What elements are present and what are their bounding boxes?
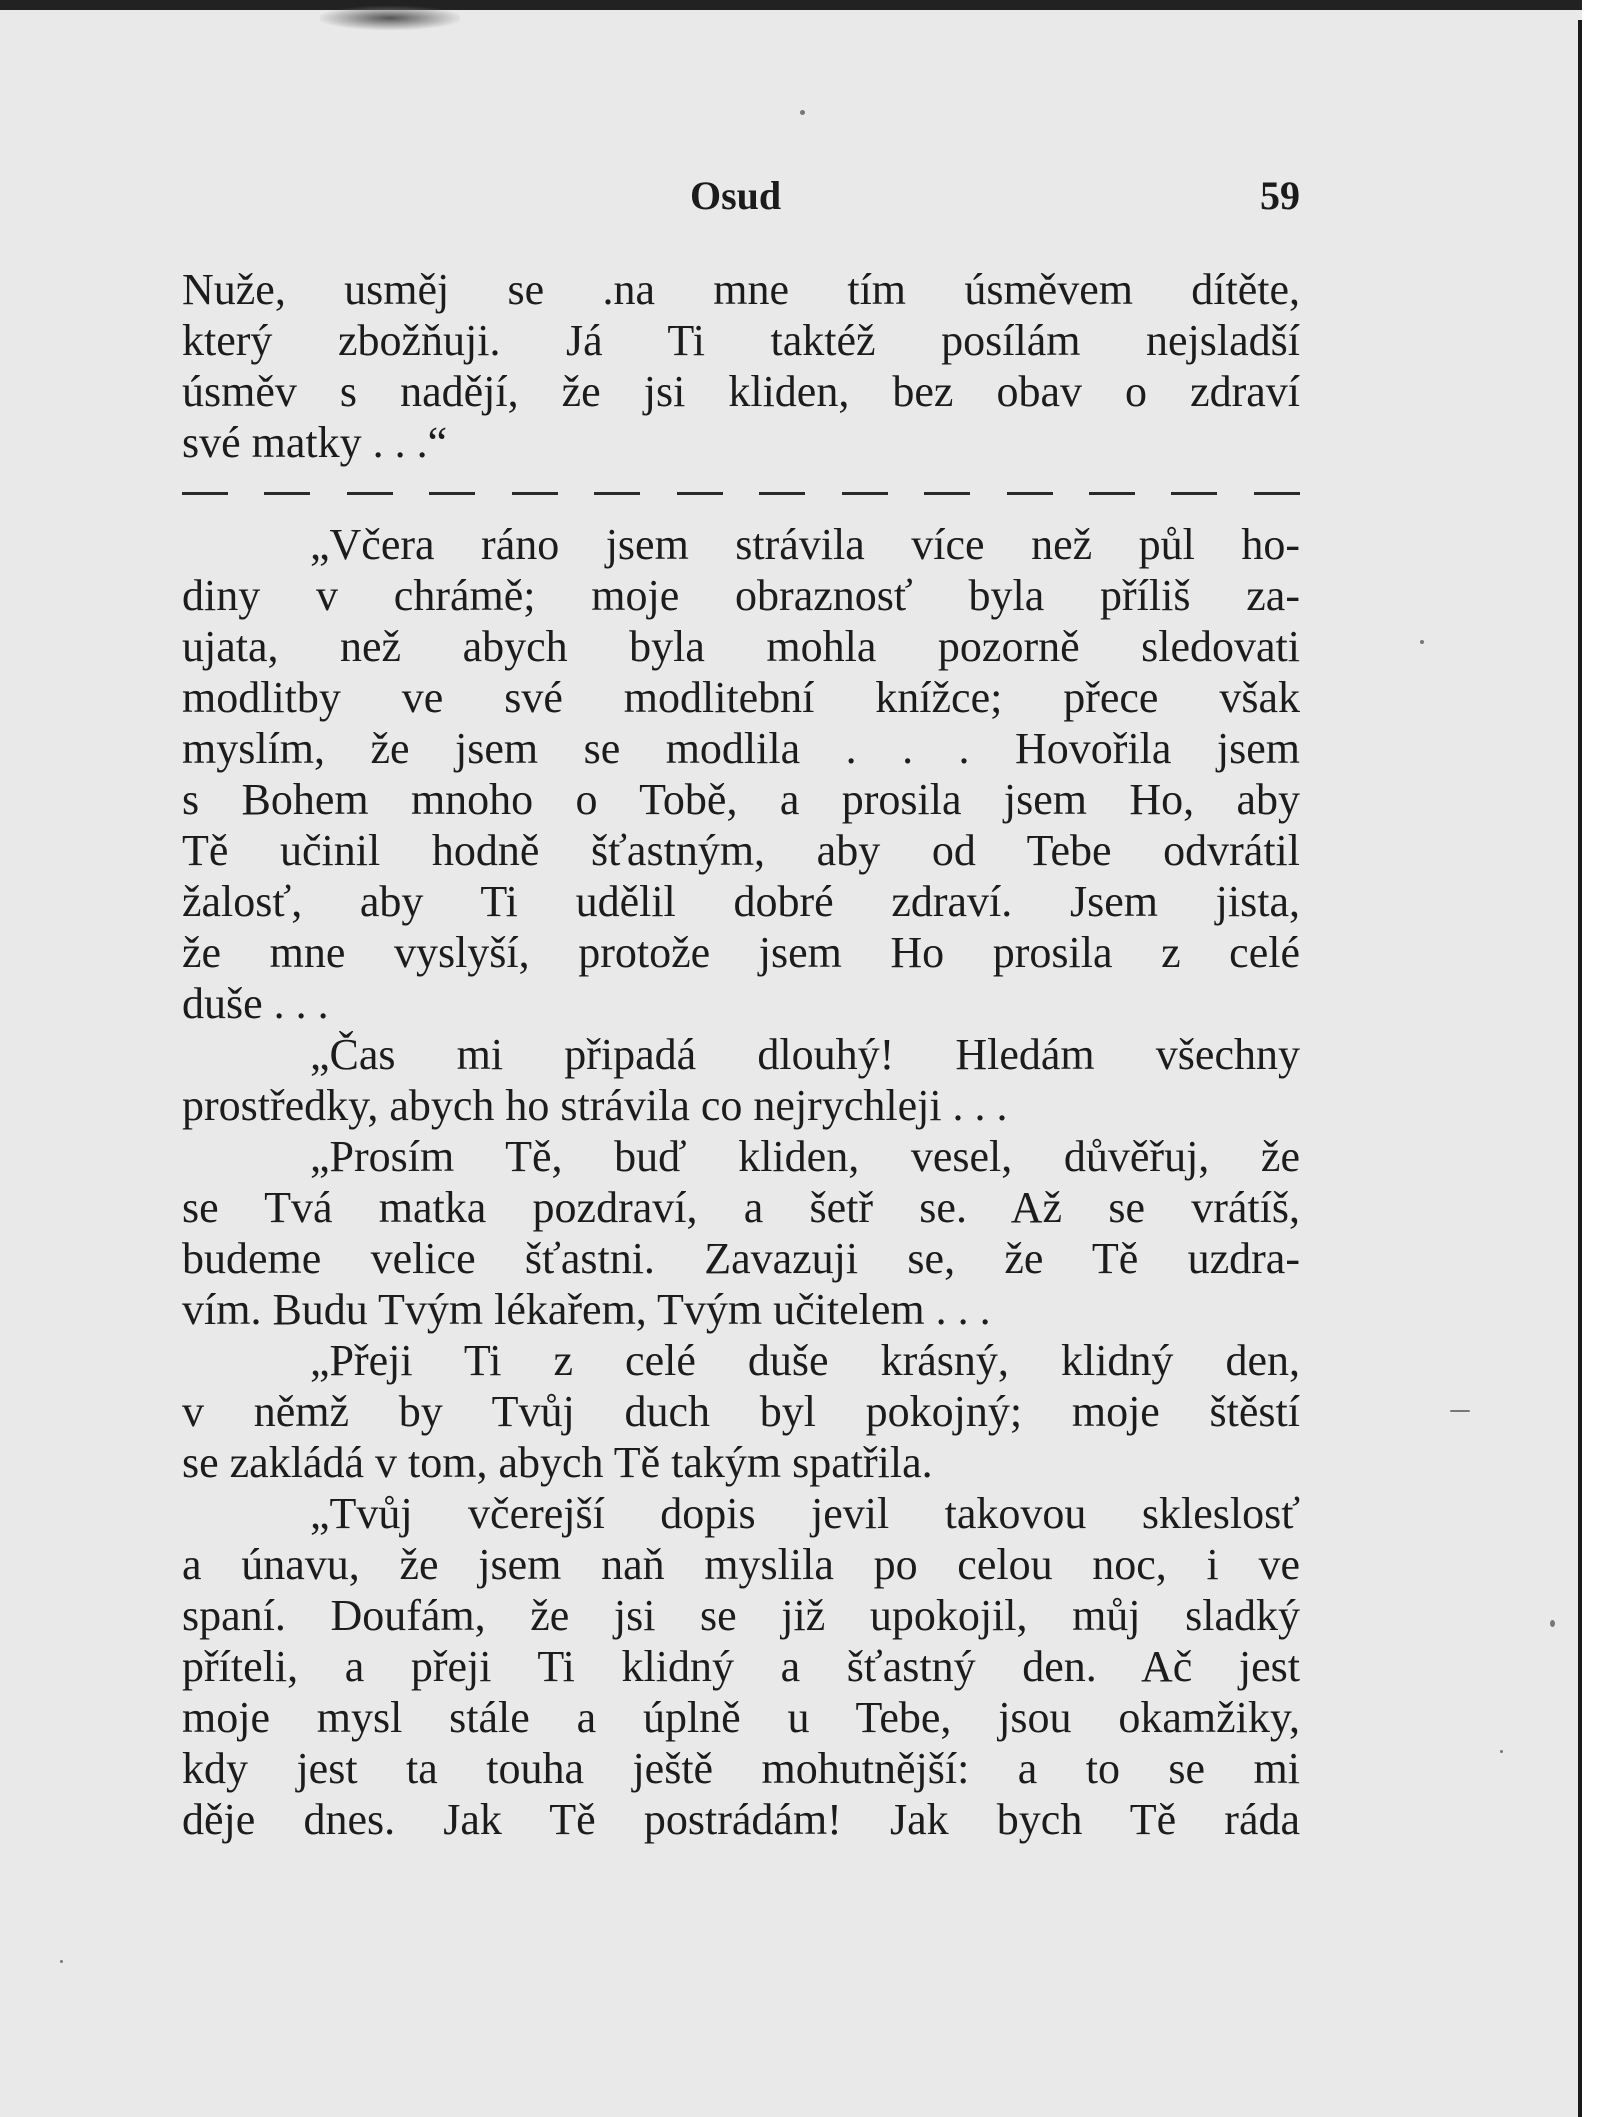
running-title: Osud	[690, 173, 782, 218]
text-line: myslím, že jsem se modlila . . . Hovořila jsem	[182, 724, 1300, 773]
text-line: „Čas mi připadá dlouhý! Hledám všechny	[310, 1030, 1300, 1079]
text-line: prostředky, abych ho strávila co nejrychleji . . .	[182, 1081, 1008, 1130]
scan-top-edge	[0, 0, 1582, 10]
text-line: vím. Budu Tvým lékařem, Tvým učitelem . . .	[182, 1285, 991, 1334]
text-line: kdy jest ta touha ještě mohutnější: a to se mi	[182, 1744, 1300, 1793]
text-line: „Včera ráno jsem strávila více než půl ho-	[310, 520, 1300, 569]
text-line: Tě učinil hodně šťastným, aby od Tebe odvrátil	[182, 826, 1300, 875]
text-line: Nuže, usměj se .na mne tím úsměvem dítěte,	[182, 265, 1300, 314]
text-line: „Přeji Ti z celé duše krásný, klidný den,	[310, 1336, 1300, 1385]
text-line: moje mysl stále a úplně u Tebe, jsou okamžiky,	[182, 1693, 1300, 1742]
scan-speck	[800, 110, 805, 115]
text-line: který zbožňuji. Já Ti taktéž posílám nejsladší	[182, 316, 1300, 365]
text-line: spaní. Doufám, že jsi se již upokojil, můj sladký	[182, 1591, 1300, 1640]
text-line: a únavu, že jsem naň myslila po celou noc, i ve	[182, 1540, 1300, 1589]
scan-speck	[1420, 640, 1424, 644]
body-text	[182, 264, 1300, 1845]
text-line: diny v chrámě; moje obraznosť byla příliš za-	[182, 571, 1300, 620]
scan-speck	[1500, 1750, 1503, 1753]
text-line: žalosť, aby Ti udělil dobré zdraví. Jsem jista,	[182, 877, 1300, 926]
text-line: „Prosím Tě, buď kliden, vesel, důvěřuj, že	[310, 1132, 1300, 1181]
text-line: v němž by Tvůj duch byl pokojný; moje štěstí	[182, 1387, 1300, 1436]
text-line: duše . . .	[182, 979, 329, 1028]
text-line: s Bohem mnoho o Tobě, a prosila jsem Ho, aby	[182, 775, 1300, 824]
text-line: úsměv s nadějí, že jsi kliden, bez obav o zdraví	[182, 367, 1300, 416]
text-line: se Tvá matka pozdraví, a šetř se. Až se vrátíš,	[182, 1183, 1300, 1232]
text-line: „Tvůj včerejší dopis jevil takovou skleslosť	[310, 1489, 1300, 1538]
page-margin-right	[1582, 0, 1606, 2117]
scan-speck	[1450, 1410, 1470, 1412]
text-line: děje dnes. Jak Tě postrádám! Jak bych Tě ráda	[182, 1795, 1300, 1844]
text-line: modlitby ve své modlitební knížce; přece však	[182, 673, 1300, 722]
scan-speck	[1550, 1620, 1555, 1627]
page-number: 59	[1260, 173, 1300, 218]
text-line: své matky . . .“	[182, 418, 448, 467]
text-line: ujata, než abych byla mohla pozorně sledovati	[182, 622, 1300, 671]
scan-ink-blot	[320, 6, 460, 30]
text-line: příteli, a přeji Ti klidný a šťastný den. Ač jest	[182, 1642, 1300, 1691]
text-line: budeme velice šťastni. Zavazuji se, že Tě uzdra-	[182, 1234, 1300, 1283]
text-line: že mne vyslyší, protože jsem Ho prosila z celé	[182, 928, 1300, 977]
text-line: se zakládá v tom, abych Tě takým spatřila.	[182, 1438, 933, 1487]
scan-speck	[60, 1960, 63, 1963]
running-head	[182, 172, 1300, 224]
section-separator	[182, 468, 1300, 519]
